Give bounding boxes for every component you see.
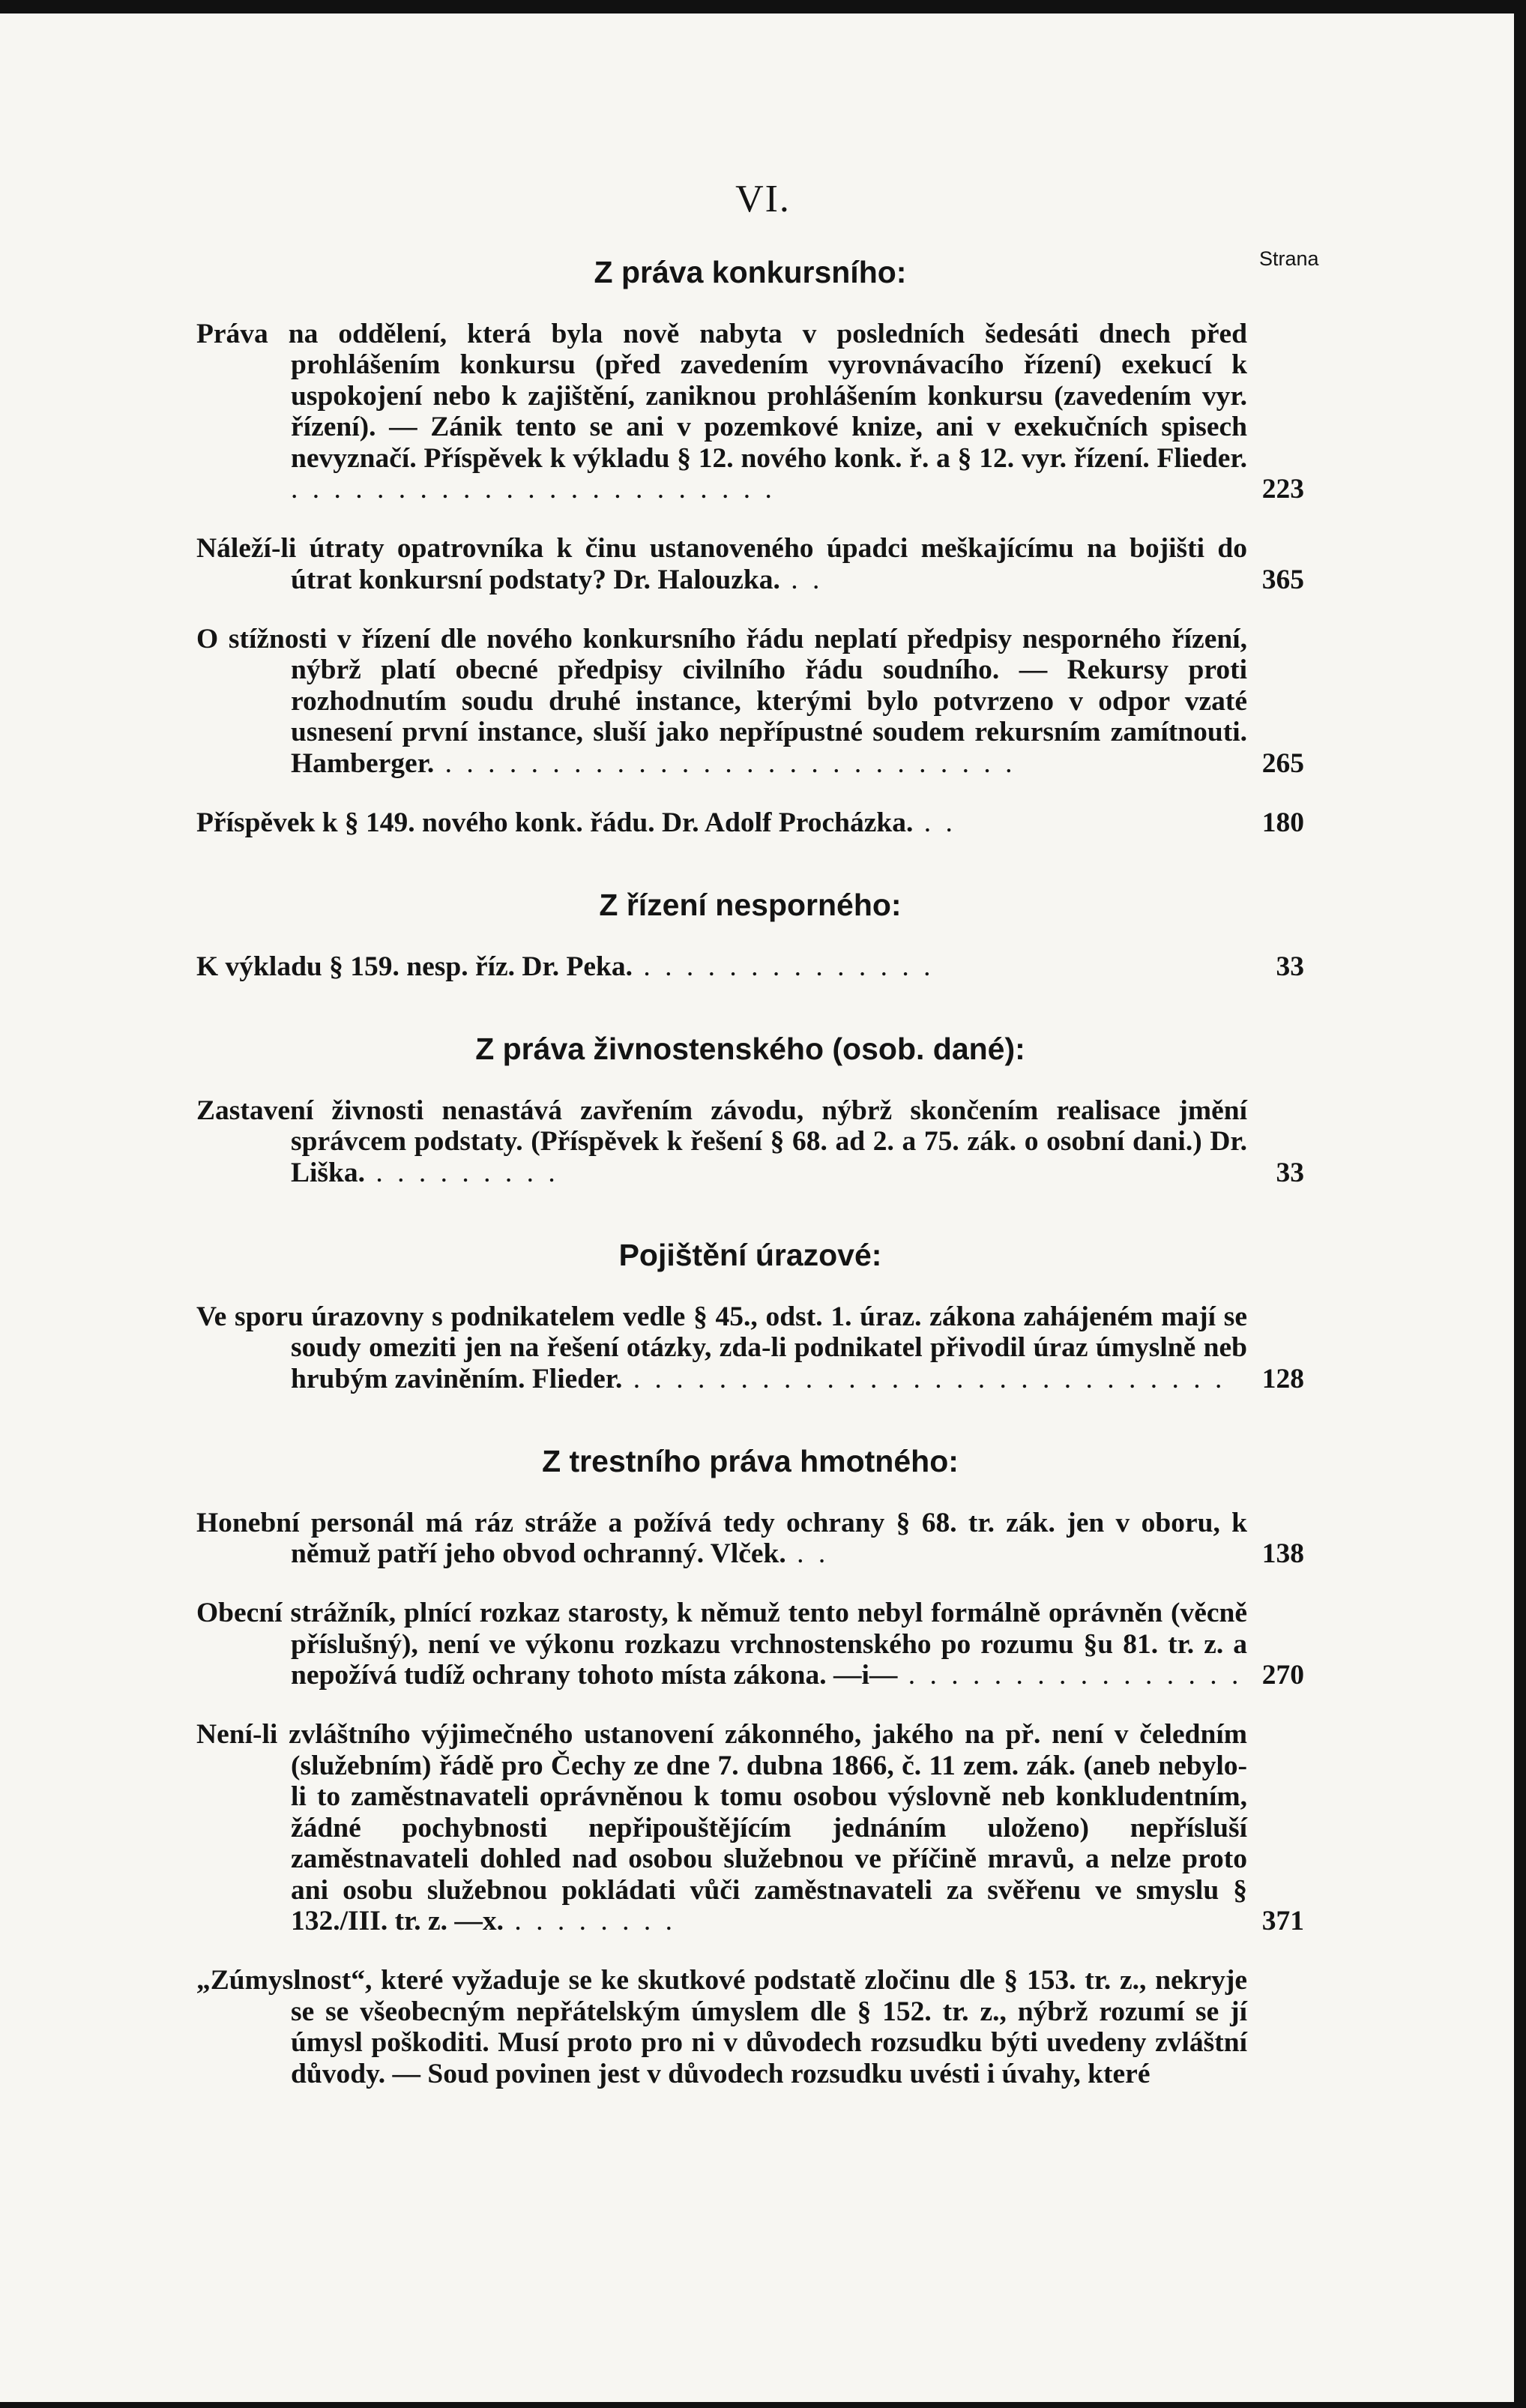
entry-text: Náleží-li útraty opatrovníka k činu ustanoveného úpadci meškajícímu na bojišti do útrat konkursní podstaty? Dr. Halouzka.: [196, 533, 1247, 595]
entry-text: Ve sporu úrazovny s podnikatelem vedle § 45., odst. 1. úraz. zákona zahájeném mají se soudy omeziti jen na řešení otázky, zda-li podnikatel přivodil úraz úmyslně neb hrubým zaviněním. Flieder.: [196, 1301, 1247, 1394]
entry-text: Příspěvek k § 149. nového konk. řádu. Dr. Adolf Procházka.: [196, 807, 914, 838]
section-zivnostenske-pravo: [196, 1032, 1304, 1188]
section-trestni-pravo: [196, 1444, 1304, 2089]
toc-entry: [196, 1598, 1304, 1691]
page-number: VI.: [735, 178, 791, 220]
dot-leader: . .: [785, 1538, 830, 1569]
section-heading: Z práva konkursního:: [594, 255, 907, 289]
page-reference: 33: [1276, 951, 1304, 982]
section-urazove-pojisteni: [196, 1238, 1304, 1394]
toc-entry: [196, 1508, 1304, 1570]
toc-entry: [196, 533, 1304, 595]
page-reference: 365: [1261, 564, 1304, 595]
page-reference: 180: [1261, 807, 1304, 838]
entry-text: K výkladu § 159. nesp. říz. Dr. Peka.: [196, 951, 633, 982]
toc-entry: [196, 951, 1304, 983]
entry-text: „Zúmyslnost“, které vyžaduje se ke skutkové podstatě zločinu dle § 153. tr. z., nekryje se se všeobecným nepřátelským úmyslem dle § 152. tr. z., nýbrž rozumí se jí úmysl poškoditi. Musí proto pro ni v důvodech rozsudku býti uvedeny zvláštní důvody. — Soud povinen jest v důvodech rozsudku uvésti i úvahy, které: [196, 1965, 1247, 2089]
page-reference: 33: [1276, 1157, 1304, 1188]
entry-text: Není-li zvláštního výjimečného ustanovení zákonného, jakého na př. není v čeledním (služebním) řádě pro Čechy ze dne 7. dubna 1866, č. 11 zem. zák. (aneb nebylo-li to zaměstnavateli oprávněnou k tomu osobou výslovně neb konkludentním, žádné pochybnosti nepřipouštějícím jednáním uloženo) nepřísluší zaměstnavateli dohled nad osobou služebnou ve příčině mravů, a nelze proto ani osobu služebnou pokládati vůči zaměstnavateli za svěřenu ve smyslu § 132./III. tr. z. —x.: [196, 1719, 1247, 1936]
section-heading: Z trestního práva hmotného:: [542, 1444, 959, 1478]
page-reference: 223: [1261, 474, 1304, 505]
dot-leader: . . . . . . . . . . . . . .: [633, 951, 935, 982]
table-of-contents: [196, 255, 1304, 2091]
entry-text: O stížnosti v řízení dle nového konkursního řádu neplatí předpisy nesporného řízení, nýbrž platí obecné předpisy civilního řádu soudního. — Rekursy proti rozhodnutím soudu druhé instance, kterými bylo potvrzeno v odpor vzaté usnesení první instance, sluší jako nepřípustné soudem rekursním zamítnouti. Hamberger.: [196, 623, 1247, 779]
toc-entry: [196, 1095, 1304, 1189]
toc-entry: [196, 1301, 1304, 1395]
section-heading: Pojištění úrazové:: [618, 1238, 882, 1272]
dot-leader: . . . . . . . . . . . . . . . . . . . . . . .: [291, 474, 776, 505]
page-column-label: Strana: [1259, 247, 1319, 270]
toc-entry: [196, 807, 1304, 839]
page-reference: 128: [1261, 1363, 1304, 1394]
dot-leader: . .: [913, 807, 956, 838]
section-heading: Z řízení nesporného:: [599, 888, 902, 922]
dot-leader: . . . . . . . . . . . . . . . . . . . . . . . . . . . .: [622, 1363, 1226, 1394]
toc-entry: [196, 319, 1304, 505]
entry-text: Obecní strážník, plnící rozkaz starosty, k němuž tento nebyl formálně oprávněn (věcně příslušný), není ve výkonu rozkazu vrchnostenského po rozumu §u 81. tr. z. a nepožívá tudíž ochrany tohoto místa zákona. —i—: [196, 1598, 1247, 1691]
page-reference: 265: [1261, 747, 1304, 779]
entry-text: Práva na oddělení, která byla nově nabyta v posledních šedesáti dnech před prohlášením konkursu (před zavedením vyrovnávacího řízení) exekucí k uspokojení nebo k zajištění, zaniknou prohlášením konkursu (zavedením vyr. řízení). — Zánik tento se ani v pozemkové knize, ani v exekučních spisech nevyznačí. Příspěvek k výkladu § 12. nového konk. ř. a § 12. vyr. řízení. Flieder.: [196, 318, 1247, 474]
page-reference: 371: [1261, 1906, 1304, 1936]
page-reference: 138: [1261, 1538, 1304, 1569]
dot-leader: . .: [779, 564, 824, 595]
section-konkurs: [196, 255, 1304, 838]
toc-entry: [196, 1965, 1304, 2089]
section-nesporne-rizeni: [196, 888, 1304, 982]
dot-leader: . . . . . . . . . . . . . . . .: [897, 1660, 1243, 1691]
section-heading: Z práva živnostenského (osob. dané):: [475, 1032, 1025, 1066]
dot-leader: . . . . . . . .: [504, 1906, 677, 1936]
toc-entry: [196, 1719, 1304, 1937]
entry-text: Zastavení živnosti nenastává zavřením závodu, nýbrž skončením realisace jmění správcem podstaty. (Příspěvek k řešení § 68. ad 2. a 75. zák. o osobní dani.) Dr. Liška.: [196, 1095, 1247, 1188]
page-reference: 270: [1261, 1660, 1304, 1691]
dot-leader: . . . . . . . . . . . . . . . . . . . . . . . . . . .: [434, 747, 1016, 779]
entry-text: Honební personál má ráz stráže a požívá tedy ochrany § 68. tr. zák. jen v oboru, k němuž patří jeho obvod ochranný. Vlček.: [196, 1507, 1247, 1569]
toc-entry: [196, 624, 1304, 780]
dot-leader: . . . . . . . . .: [365, 1157, 559, 1188]
